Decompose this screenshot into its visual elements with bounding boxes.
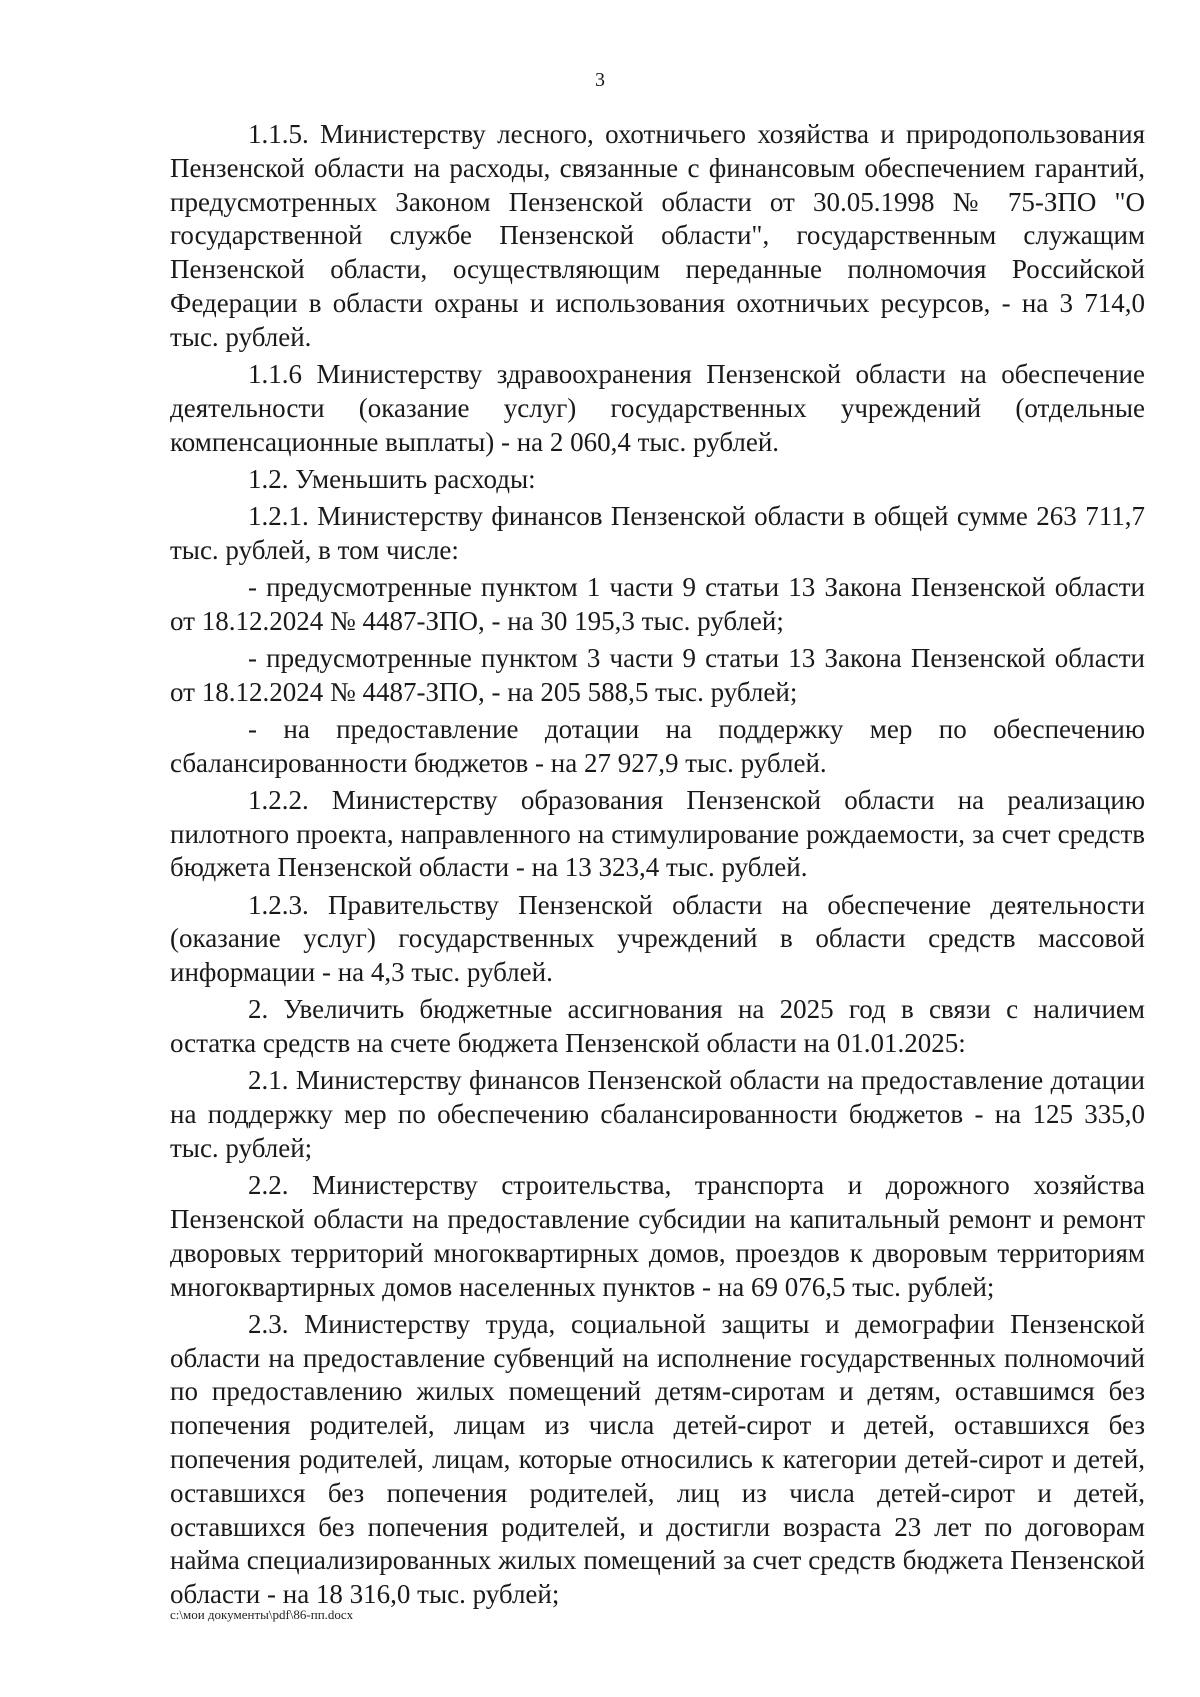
paragraph-1-2-3: 1.2.3. Правительству Пензенской области на обеспечение деятельности (оказание услуг) государственных учреждений в области средств массовой информации - на 4,3 тыс. рублей. (170, 889, 1145, 988)
paragraph-2: 2. Увеличить бюджетные ассигнования на 2025 год в связи с наличием остатка средств на счете бюджета Пензенской области на 01.01.2025: (170, 994, 1145, 1059)
paragraph-1-1-6: 1.1.6 Министерству здравоохранения Пензенской области на обеспечение деятельности (оказание услуг) государственных учреждений (отдельные компенсационные выплаты) - на 2 060,4 тыс. рублей. (170, 358, 1145, 457)
paragraph-1-1-5: 1.1.5. Министерству лесного, охотничьего хозяйства и природопользования Пензенской области на расходы, связанные с финансовым обеспечением гарантий, предусмотренных Законом Пензенской области от 30.05.1998 № 75-ЗПО "О государственной службе Пензенской области", государственным служащим Пензенской области, осуществляющим переданные полномочия Российской Федерации в области охраны и использования охотничьих ресурсов, - на 3 714,0 тыс. рублей. (170, 119, 1145, 352)
paragraph-2-3: 2.3. Министерству труда, социальной защиты и демографии Пензенской области на предоставление субвенций на исполнение государственных полномочий по предоставлению жилых помещений детям-сиротам и детям, оставшимся без попечения родителей, лицам из числа детей-сирот и детей, оставшихся без попечения родителей, лицам, которые относились к категории детей-сирот и детей, оставшихся без попечения родителей, лиц из числа детей-сирот и детей, оставшихся без попечения родителей, и достигли возраста 23 лет по договорам найма специализированных жилых помещений за счет средств бюджета Пензенской области - на 18 316,0 тыс. рублей; (170, 1308, 1145, 1610)
paragraph-1-2-1: 1.2.1. Министерству финансов Пензенской области в общей сумме 263 711,7 тыс. рублей, в том числе: (170, 500, 1145, 565)
list-item-1: - предусмотренные пунктом 1 части 9 статьи 13 Закона Пензенской области от 18.12.2024 № 4487-ЗПО, - на 30 195,3 тыс. рублей; (170, 571, 1145, 636)
page-number: 3 (595, 69, 605, 91)
document-body (170, 118, 1145, 1615)
paragraph-1-2: 1.2. Уменьшить расходы: (248, 463, 536, 494)
paragraph-1-2-2: 1.2.2. Министерству образования Пензенской области на реализацию пилотного проекта, направленного на стимулирование рождаемости, за счет средств бюджета Пензенской области - на 13 323,4 тыс. рублей. (170, 784, 1145, 883)
list-item-2: - предусмотренные пунктом 3 части 9 статьи 13 Закона Пензенской области от 18.12.2024 № 4487-ЗПО, - на 205 588,5 тыс. рублей; (170, 642, 1145, 707)
list-item-3: - на предоставление дотации на поддержку мер по обеспечению сбалансированности бюджетов - на 27 927,9 тыс. рублей. (170, 713, 1145, 778)
footer-file-path: c:\мои документы\pdf\86-пп.docx (170, 1607, 354, 1622)
paragraph-2-2: 2.2. Министерству строительства, транспорта и дорожного хозяйства Пензенской области на предоставление субсидии на капитальный ремонт и ремонт дворовых территорий многоквартирных домов, проездов к дворовым территориям многоквартирных домов населенных пунктов - на 69 076,5 тыс. рублей; (170, 1170, 1145, 1302)
paragraph-2-1: 2.1. Министерству финансов Пензенской области на предоставление дотации на поддержку мер по обеспечению сбалансированности бюджетов - на 125 335,0 тыс. рублей; (170, 1065, 1145, 1164)
